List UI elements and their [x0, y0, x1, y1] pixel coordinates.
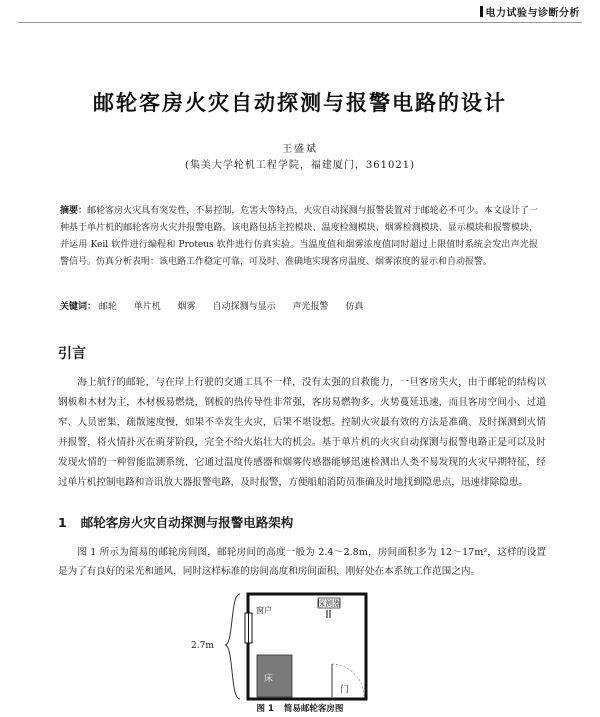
- intro-heading: 引言: [58, 346, 86, 362]
- height-label: 2.7m: [191, 641, 214, 651]
- door-label: 门: [340, 685, 350, 695]
- paper-title: 邮轮客房火灾自动探测与报警电路的设计: [93, 91, 507, 115]
- section1-number: 1: [58, 515, 67, 530]
- paper-author: 王盛斌: [282, 144, 318, 155]
- journal-section-label: 电力试验与诊断分析: [485, 8, 580, 19]
- bed-label: 床: [264, 674, 274, 684]
- figure-room-diagram: [188, 589, 378, 702]
- keyword: 烟雾: [177, 302, 196, 312]
- figure-caption: [0, 702, 600, 714]
- keywords: [60, 300, 538, 314]
- keyword: 邮轮: [98, 302, 117, 312]
- detector-label: 探测器: [317, 599, 341, 608]
- window-label: 窗户: [256, 606, 272, 615]
- section1-paragraph: 图 1 所示为简易的邮轮房间图，邮轮房间的高度一般为 2.4～2.8m，房间面积多为 12～17m²，这样的设置是为了有良好的采光和通风，同时这样标准的房间高度和房间面积，刚好处在本系统工作范围之内。: [58, 547, 546, 577]
- height-brace-icon: [225, 594, 240, 699]
- figure-number: 图 1: [256, 704, 274, 714]
- abstract-text: 邮轮客房火灾具有突发性，不易控制，危害大等特点，火灾自动探测与报警装置对于邮轮必不可少。本文设计了一种基于单片机的邮轮客房火灾并报警电路。该电路包括主控模块、温度检测模块、烟雾检测模块、显示模块和报警模块，并运用 Keil 软件进行编程和 Proteus 软件进行仿真实验。当温度值和烟雾浓度值同时超过上限值时系统会发出声光报警信号。仿真分析表明：该电路工作稳定可靠，可及时、准确地实现客房温度、烟雾浓度的显示和自动报警。: [60, 206, 538, 267]
- keyword: 声光报警: [292, 302, 329, 312]
- intro-paragraph: 海上航行的邮轮，与在岸上行驶的交通工具不一样，没有太强的自救能力，一旦客房失火，由于邮轮的结构以钢板和木材为主，木材极易燃烧，钢板的热传导性非常强，客房易燃物多，火势蔓延迅速，而且客房空间小、过道窄、人员密集，疏散速度慢，如果不幸发生火灾，后果不堪设想。控制火灾最有效的方法是准确、及时探测到火情并报警，将火情扑灭在萌芽阶段，完全不给火焰壮大的机会。基于单片机的火灾自动探测与报警电路正是可以及时发现火情的一种智能监测系统，它通过温度传感器和烟雾传感器能够迅速检测出人类不易发现的火灾早期特征，经过单片机控制电路和音讯放大器报警电路，及时报警，方便船舶消防员准确及时地找到隐患点，迅速排除隐患。: [58, 377, 546, 488]
- header-rule: [18, 22, 582, 23]
- bed-icon: [257, 655, 292, 697]
- journal-section-tag: [480, 4, 581, 19]
- room-diagram-svg: [188, 589, 378, 702]
- keyword: 仿真: [345, 302, 364, 312]
- section-bar-icon: [480, 6, 483, 17]
- abstract-label: 摘要：: [60, 206, 88, 216]
- figure-caption-text: 简易邮轮客房图: [283, 704, 344, 714]
- keyword: 自动探测与显示: [212, 302, 276, 312]
- abstract: [60, 203, 538, 271]
- section1-heading: [58, 513, 293, 531]
- keywords-label: 关键词：: [60, 302, 97, 312]
- keyword: 单片机: [133, 302, 161, 312]
- section1-title: 邮轮客房火灾自动探测与报警电路架构: [80, 515, 294, 530]
- paper-affiliation: (集美大学轮机工程学院，福建厦门，361021): [185, 160, 415, 171]
